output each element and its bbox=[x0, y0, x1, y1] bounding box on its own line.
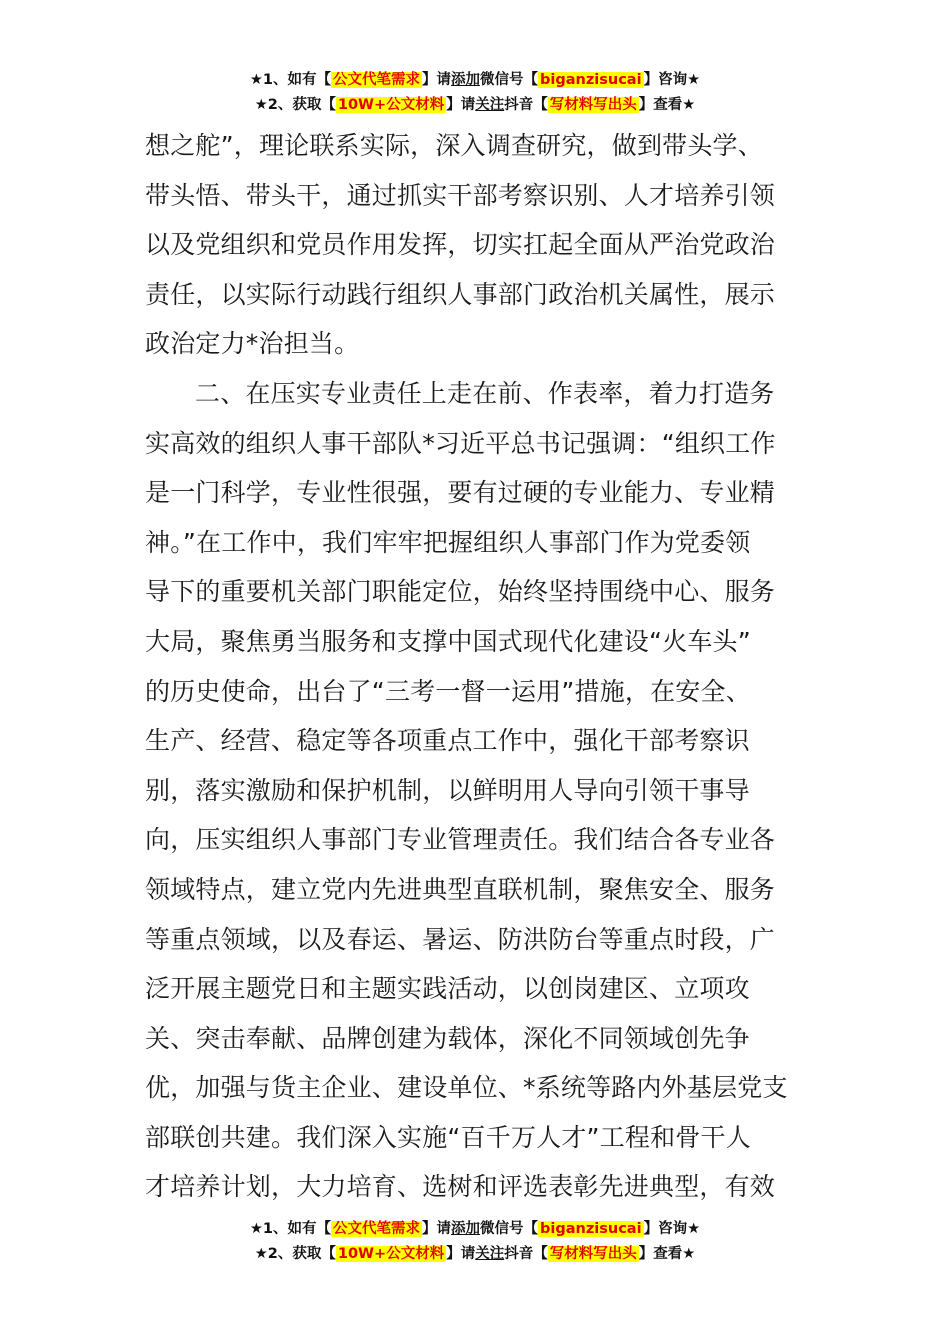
banner-highlight: 公文代笔需求 bbox=[333, 72, 421, 88]
text-line: 神。”在工作中，我们牢牢把握组织人事部门作为党委领 bbox=[145, 527, 751, 557]
text-line: 等重点领域，以及春运、暑运、防洪防台等重点时段，广 bbox=[145, 924, 776, 954]
text-line: 以及党组织和党员作用发挥，切实扛起全面从严治党政治 bbox=[145, 230, 776, 260]
text-line: 向，压实组织人事部门专业管理责任。我们结合各专业各 bbox=[145, 825, 776, 855]
text-line: 实高效的组织人事干部队*习近平总书记强调：“组织工作 bbox=[145, 428, 776, 458]
banner-underline: 添加 bbox=[451, 1221, 481, 1237]
text-line: 部联创共建。我们深入实施“百千万人才”工程和骨干人 bbox=[145, 1122, 751, 1152]
banner-text: 抖音【 bbox=[504, 1246, 548, 1262]
text-line: 带头悟、带头干，通过抓实干部考察识别、人才培养引领 bbox=[145, 180, 776, 210]
banner-text: 】查看★ bbox=[638, 1246, 696, 1262]
banner-line-2 bbox=[0, 1242, 950, 1267]
text-line: 政治定力*治担当。 bbox=[145, 329, 360, 359]
text-line: 别，落实激励和保护机制，以鲜明用人导向引领干事导 bbox=[145, 775, 750, 805]
banner-text: 】咨询★ bbox=[643, 72, 701, 88]
banner-highlight: 写材料写出头 bbox=[549, 97, 637, 113]
banner-text: 】查看★ bbox=[638, 97, 696, 113]
banner-highlight: 10W+公文材料 bbox=[337, 97, 445, 113]
banner-underline: 关注 bbox=[475, 97, 505, 113]
banner-text: 】咨询★ bbox=[643, 1221, 701, 1237]
banner-line-1 bbox=[0, 68, 950, 93]
banner-text: 】请 bbox=[422, 1221, 452, 1237]
banner-text: ★1、如有【 bbox=[249, 1221, 332, 1237]
document-body bbox=[145, 121, 810, 1212]
section-heading-line: 二、在压实专业责任上走在前、作表率，着力打造务 bbox=[195, 378, 775, 408]
banner-text: 微信号【 bbox=[480, 72, 539, 88]
top-banner bbox=[0, 68, 950, 118]
text-line: 生产、经营、稳定等各项重点工作中，强化干部考察识 bbox=[145, 726, 750, 756]
banner-text: ★2、获取【 bbox=[254, 1246, 336, 1262]
text-line: 关、突击奉献、品牌创建为载体，深化不同领域创先争 bbox=[145, 1023, 750, 1053]
banner-underline: 添加 bbox=[451, 72, 481, 88]
text-line: 大局，聚焦勇当服务和支撑中国式现代化建设“火车头” bbox=[145, 626, 751, 656]
banner-highlight: biganzisucai bbox=[540, 1221, 642, 1237]
text-line: 导下的重要机关部门职能定位，始终坚持围绕中心、服务 bbox=[145, 577, 776, 607]
text-line: 才培养计划，大力培育、选树和评选表彰先进典型，有效 bbox=[145, 1172, 776, 1202]
text-line: 泛开展主题党日和主题实践活动，以创岗建区、立项攻 bbox=[145, 974, 750, 1004]
banner-highlight: biganzisucai bbox=[540, 72, 642, 88]
bottom-banner bbox=[0, 1217, 950, 1267]
banner-text: 】请 bbox=[422, 72, 452, 88]
text-line: 的历史使命，出台了“三考一督一运用”措施，在安全、 bbox=[145, 676, 751, 706]
banner-highlight: 写材料写出头 bbox=[549, 1246, 637, 1262]
text-line: 责任，以实际行动践行组织人事部门政治机关属性，展示 bbox=[145, 279, 776, 309]
banner-highlight: 公文代笔需求 bbox=[333, 1221, 421, 1237]
text-line: 优，加强与货主企业、建设单位、*系统等路内外基层党支 bbox=[145, 1073, 788, 1103]
banner-underline: 关注 bbox=[475, 1246, 505, 1262]
banner-text: ★2、获取【 bbox=[254, 97, 336, 113]
banner-line-1 bbox=[0, 1217, 950, 1242]
banner-line-2 bbox=[0, 93, 950, 118]
banner-text: 抖音【 bbox=[504, 97, 548, 113]
banner-text: ★1、如有【 bbox=[249, 72, 332, 88]
banner-text: 】请 bbox=[446, 1246, 476, 1262]
banner-text: 微信号【 bbox=[480, 1221, 539, 1237]
text-line: 是一门科学，专业性很强，要有过硬的专业能力、专业精 bbox=[145, 478, 776, 508]
banner-text: 】请 bbox=[446, 97, 476, 113]
text-line: 领域特点，建立党内先进典型直联机制，聚焦安全、服务 bbox=[145, 874, 776, 904]
banner-highlight: 10W+公文材料 bbox=[337, 1246, 445, 1262]
text-line: 想之舵”，理论联系实际，深入调查研究，做到带头学、 bbox=[145, 131, 763, 160]
